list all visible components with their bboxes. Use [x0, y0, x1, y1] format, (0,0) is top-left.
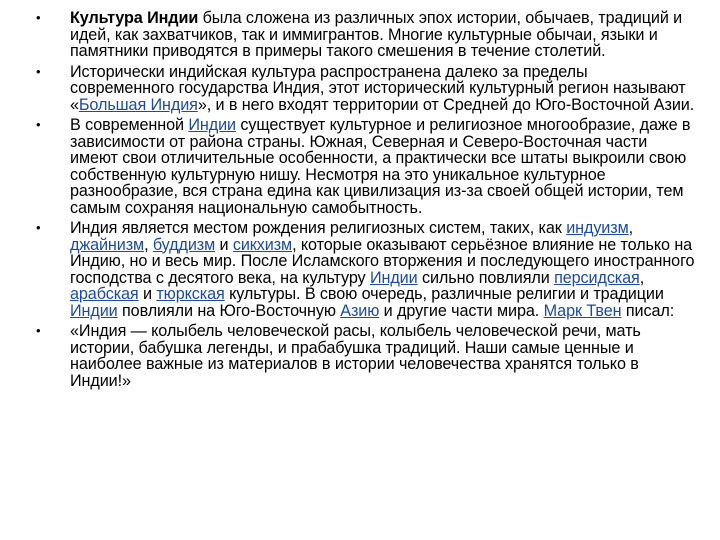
paragraph-text: В современной: [70, 116, 189, 134]
paragraph-text: существует культурное и религиозное многообразие, даже в зависимости от района страны. Южная, Северная и Северо-Восточная части имеют свои отличительные особенности, а практически все штаты выкроили свою собственную культурную нишу. Несмотря на это уникальное культурное разнообразие, вся страна едина как цивилизация из-за своей общей истории, тем самым сохраняя национальную самобытность.: [70, 116, 691, 217]
link-mark-twain[interactable]: Марк Твен: [543, 301, 622, 320]
paragraph-text: ,: [144, 235, 153, 254]
link-persian[interactable]: персидская: [554, 268, 640, 287]
bullet-item-quote: [36, 323, 696, 389]
paragraph-text: ,: [639, 268, 645, 287]
paragraph-text: Индия является местом рождения религиозных систем, таких, как: [70, 219, 567, 237]
paragraph-text: », и в него входят территории от Средней до Юго-Восточной Азии.: [197, 95, 695, 114]
paragraph-text: , которые оказывают серьёзное влияние не только на Индию, но и весь мир. После Исламского вторжения и последующего иностранного господства с десятого века, на культуру: [70, 235, 695, 287]
bullet-item-greater-india: [36, 64, 696, 114]
paragraph-text: сильно повлияли: [417, 268, 555, 287]
paragraph-text: культуры. В свою очередь, различные религии и традиции: [224, 285, 664, 303]
paragraph-text: и другие части мира.: [379, 301, 544, 320]
quote-text: «Индия — колыбель человеческой расы, колыбель человеческой речи, мать истории, бабушка легенды, и прабабушка традиций. Наши самые ценные и наиболее важные из материалов в истории человечества хранятся только в Индии!»: [70, 322, 641, 390]
link-india[interactable]: Индии: [188, 116, 236, 134]
paragraph-text: ,: [628, 219, 634, 237]
bullet-dot-icon: •: [36, 10, 41, 25]
link-turkic[interactable]: тюркская: [156, 285, 225, 303]
paragraph-text: и: [215, 235, 233, 254]
paragraph-text: повлияли на Юго-Восточную: [117, 301, 341, 320]
paragraph-text: писал:: [621, 301, 675, 320]
paragraph-text: и: [138, 285, 157, 303]
link-sikhism[interactable]: сикхизм: [232, 235, 293, 254]
link-hinduism[interactable]: индуизм: [566, 219, 629, 237]
bullet-dot-icon: •: [36, 323, 41, 338]
link-greater-india[interactable]: Большая Индия: [78, 95, 198, 114]
bullet-dot-icon: •: [36, 63, 41, 79]
paragraph-text: Исторически индийская культура распространена далеко за пределы современного государства Индия, этот исторический культурный регион называют «: [70, 62, 686, 114]
link-buddhism[interactable]: буддизм: [152, 235, 216, 254]
bullet-item-religions: [36, 220, 696, 319]
bullet-dot-icon: •: [36, 117, 41, 132]
link-arabic[interactable]: арабская: [70, 285, 139, 303]
link-india[interactable]: Индии: [369, 268, 418, 287]
link-asia[interactable]: Азию: [340, 301, 380, 320]
paragraph-text: была сложена из различных эпох истории, обычаев, традиций и идей, как захватчиков, так и иммигрантов. Многие культурные обычаи, языки и памятники приводятся в примеры такого смешения в течение столетий.: [70, 9, 683, 60]
link-india[interactable]: Индии: [70, 301, 118, 320]
link-jainism[interactable]: джайнизм: [70, 235, 145, 254]
heading-culture-of-india: Культура Индии: [70, 9, 199, 27]
bullet-item-diversity: [36, 117, 696, 216]
bullet-list: [36, 10, 696, 393]
bullet-dot-icon: •: [36, 220, 41, 235]
bullet-item-culture: [36, 10, 696, 60]
